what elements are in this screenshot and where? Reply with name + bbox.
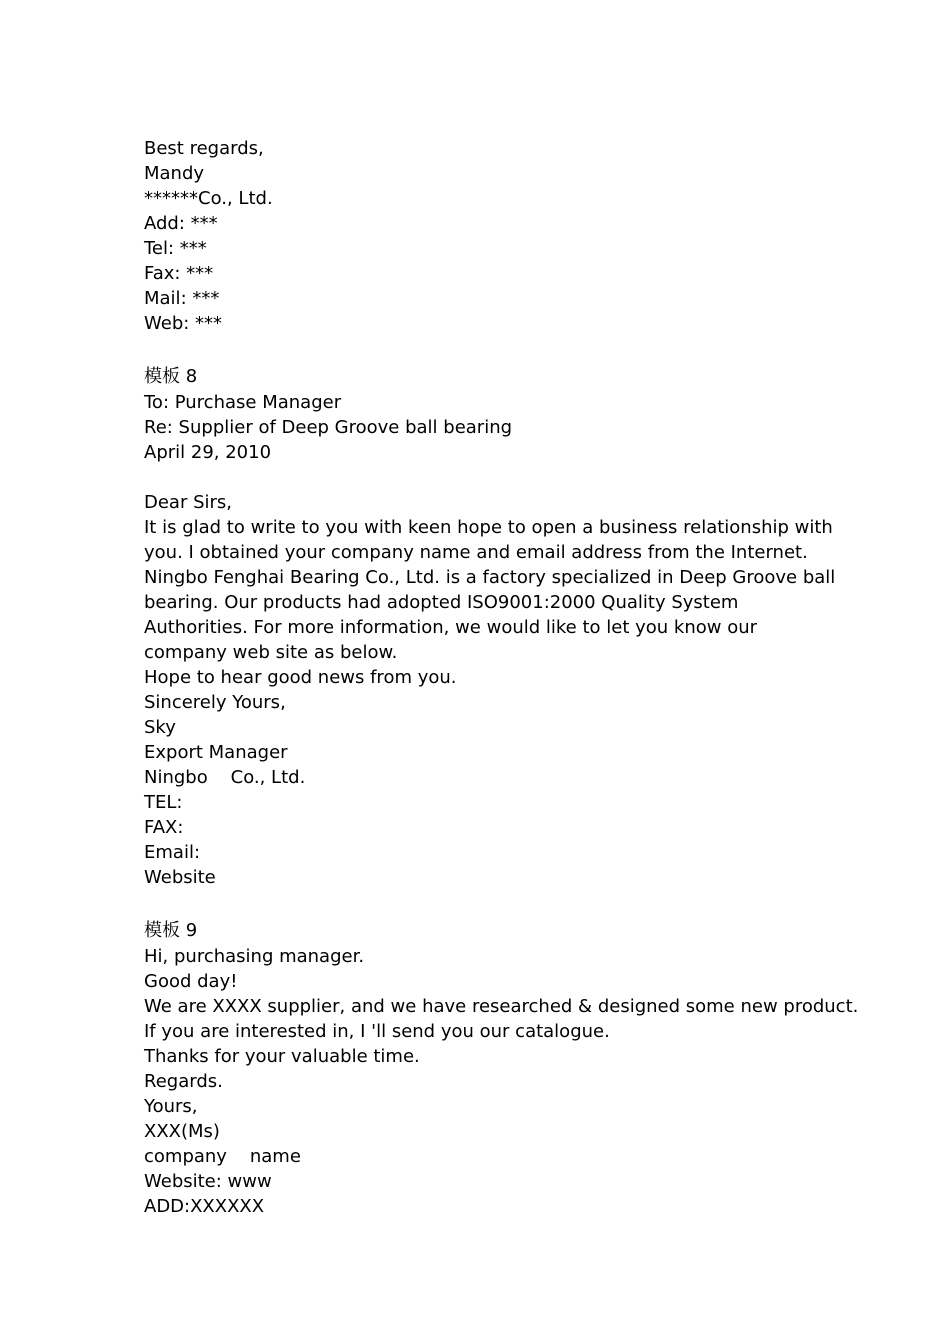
template-9-section bbox=[144, 917, 859, 1219]
document-page bbox=[144, 136, 859, 1219]
closing-line: Best regards, bbox=[144, 138, 264, 159]
date-line: April 29, 2010 bbox=[144, 442, 272, 463]
website-line: Website: www bbox=[144, 1171, 272, 1192]
template-8-section bbox=[144, 363, 844, 890]
fax-line: Fax: *** bbox=[144, 263, 214, 284]
signature-block-1 bbox=[144, 136, 844, 336]
body-paragraph: It is glad to write to you with keen hope to open a business relationship with you. I obtained your company name and email address from the Internet. Ningbo Fenghai Bearing Co., Ltd. is a factory specialized in Deep Groove ball bearing. Our products had adopted ISO9001:2000 Quality System Authorities. For more information, we would like to let you know our company web site as below. bbox=[144, 517, 836, 663]
hope-line: Hope to hear good news from you. bbox=[144, 667, 457, 688]
re-line: Re: Supplier of Deep Groove ball bearing bbox=[144, 417, 513, 438]
fax-line: FAX: bbox=[144, 817, 184, 838]
mail-line: Mail: *** bbox=[144, 288, 220, 309]
sender-name: Sky bbox=[144, 717, 176, 738]
website-line: Website bbox=[144, 867, 216, 888]
tel-line: Tel: *** bbox=[144, 238, 207, 259]
address-line: ADD:XXXXXX bbox=[144, 1196, 265, 1217]
salutation-line: Dear Sirs, bbox=[144, 492, 233, 513]
sender-title: Export Manager bbox=[144, 742, 288, 763]
regards-line: Regards. bbox=[144, 1071, 223, 1092]
blank-line bbox=[144, 890, 844, 915]
company-name: company name bbox=[144, 1146, 301, 1167]
blank-line bbox=[144, 336, 844, 361]
body-line-2: If you are interested in, I 'll send you our catalogue. bbox=[144, 1021, 610, 1042]
company-name: ******Co., Ltd. bbox=[144, 188, 273, 209]
web-line: Web: *** bbox=[144, 313, 223, 334]
template-8-heading: 模板 8 bbox=[144, 366, 198, 387]
company-name: Ningbo Co., Ltd. bbox=[144, 767, 306, 788]
blank-line bbox=[144, 465, 844, 490]
email-line: Email: bbox=[144, 842, 201, 863]
sender-name: XXX(Ms) bbox=[144, 1121, 220, 1142]
good-day-line: Good day! bbox=[144, 971, 238, 992]
body-line-3: Thanks for your valuable time. bbox=[144, 1046, 420, 1067]
to-line: To: Purchase Manager bbox=[144, 392, 342, 413]
yours-line: Yours, bbox=[144, 1096, 198, 1117]
template-9-heading: 模板 9 bbox=[144, 920, 198, 941]
tel-line: TEL: bbox=[144, 792, 183, 813]
address-line: Add: *** bbox=[144, 213, 218, 234]
body-line-1: We are XXXX supplier, and we have researched & designed some new product. bbox=[144, 996, 859, 1017]
closing-line: Sincerely Yours, bbox=[144, 692, 286, 713]
sender-name: Mandy bbox=[144, 163, 205, 184]
greeting-line: Hi, purchasing manager. bbox=[144, 946, 365, 967]
